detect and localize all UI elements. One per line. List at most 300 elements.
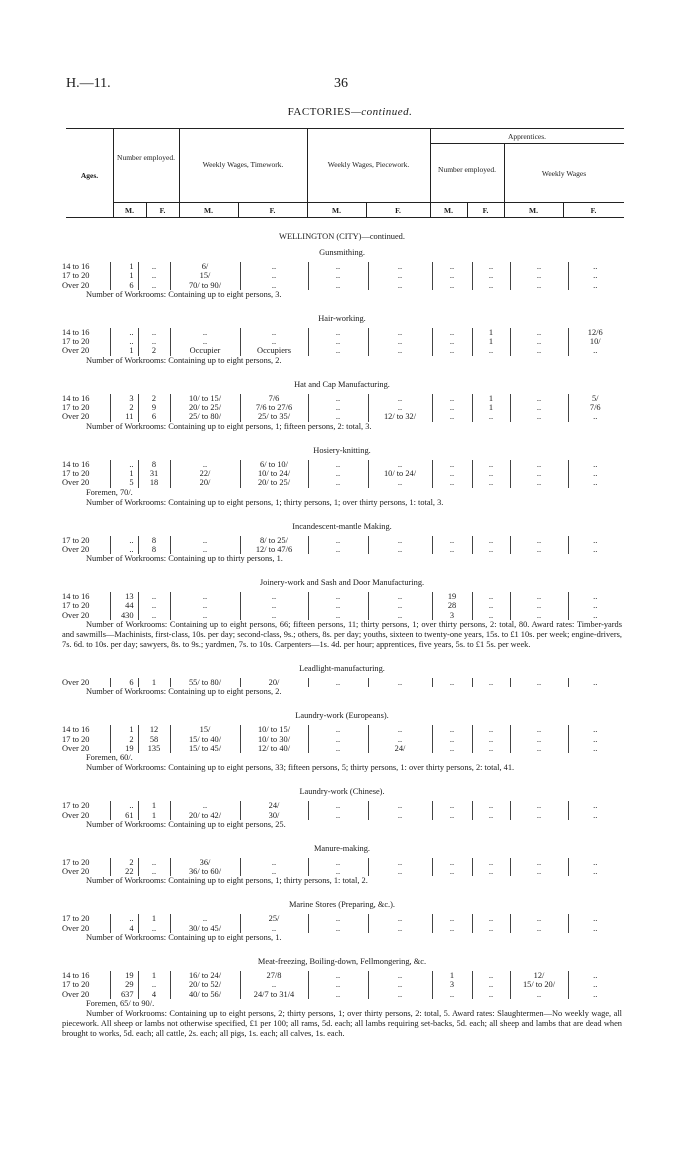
value-cell: 25/ — [240, 914, 308, 923]
value-cell: .. — [308, 924, 368, 933]
value-cell: .. — [308, 412, 368, 421]
table-row — [62, 611, 622, 620]
value-cell: .. — [240, 271, 308, 280]
value-cell: .. — [308, 536, 368, 545]
value-cell: 5/ — [568, 394, 622, 403]
value-cell: 18 — [138, 478, 170, 487]
value-cell: .. — [368, 980, 432, 989]
value-cell: 61 — [110, 811, 138, 820]
value-cell: .. — [308, 980, 368, 989]
table-row — [62, 744, 622, 753]
value-cell: .. — [308, 735, 368, 744]
value-cell: 1 — [138, 801, 170, 810]
age-cell: 14 to 16 — [62, 459, 90, 469]
section-note: Number of Workrooms: Containing up to eight persons, 2. — [86, 687, 282, 697]
value-cell: 20/ to 25/ — [170, 403, 240, 412]
value-cell: 3 — [432, 980, 472, 989]
value-cell: .. — [308, 478, 368, 487]
value-cell: .. — [472, 478, 510, 487]
section-title: Hosiery-knitting. — [313, 445, 371, 455]
value-cell: 12 — [138, 725, 170, 734]
value-cell: .. — [308, 744, 368, 753]
section-paragraph: Number of Workrooms: Containing up to eight persons, 66; fifteen persons, 11; thirty persons, 1; over thirty persons, 2: total, 80. Award rates: Timber-yards and sawmills—Machinists, first-class, 10s. per day; second-class, 9s.; others, 8s. per day; youths, sixteen to twenty-one years, 15s. to £1 10s. per week; engine-drivers, 7s. 6d. to 10s. per day; sawyers, 8s. to 9s.; yardmen, 7s. to 10s. Carpenters—1s. 4d. per hour; apprentices, five years, 5s. to £1 5s. per week. — [62, 620, 622, 650]
value-cell: .. — [368, 337, 432, 346]
value-cell: .. — [308, 611, 368, 620]
value-cell: 44 — [110, 601, 138, 610]
age-cell: 17 to 20 — [62, 535, 90, 545]
value-cell: .. — [368, 271, 432, 280]
value-cell: .. — [510, 801, 568, 810]
value-cell: .. — [138, 271, 170, 280]
value-cell: .. — [472, 412, 510, 421]
section-table — [62, 592, 622, 620]
value-cell: .. — [510, 469, 568, 478]
value-cell: 1 — [472, 328, 510, 337]
value-cell: .. — [472, 858, 510, 867]
value-cell: .. — [432, 725, 472, 734]
value-cell: .. — [510, 412, 568, 421]
value-cell: .. — [472, 469, 510, 478]
value-cell: .. — [432, 678, 472, 687]
table-row — [62, 592, 622, 601]
value-cell: 29 — [110, 980, 138, 989]
value-cell: 6/ — [170, 262, 240, 271]
value-cell: 11 — [110, 412, 138, 421]
value-cell: .. — [170, 328, 240, 337]
value-cell: 1 — [110, 271, 138, 280]
value-cell: .. — [432, 735, 472, 744]
value-cell: .. — [368, 460, 432, 469]
value-cell: .. — [510, 811, 568, 820]
value-cell: .. — [510, 394, 568, 403]
value-cell: .. — [568, 811, 622, 820]
value-cell: 30/ to 45/ — [170, 924, 240, 933]
value-cell: 6/ to 10/ — [240, 460, 308, 469]
value-cell: .. — [472, 990, 510, 999]
value-cell: .. — [138, 858, 170, 867]
value-cell: .. — [472, 536, 510, 545]
value-cell: .. — [170, 545, 240, 554]
age-cell: 14 to 16 — [62, 971, 90, 981]
value-cell: 20/ to 25/ — [240, 478, 308, 487]
value-cell: .. — [308, 337, 368, 346]
section-title: Hat and Cap Manufacturing. — [294, 379, 390, 389]
age-cell: 17 to 20 — [62, 914, 90, 924]
age-cell: Over 20 — [62, 867, 90, 877]
value-cell: .. — [110, 337, 138, 346]
value-cell: .. — [510, 914, 568, 923]
header-m: M. — [125, 206, 134, 215]
value-cell: .. — [138, 867, 170, 876]
value-cell: .. — [472, 811, 510, 820]
value-cell: 12/ to 32/ — [368, 412, 432, 421]
value-cell: .. — [432, 394, 472, 403]
value-cell: .. — [308, 271, 368, 280]
running-title-main: FACTORIES — [287, 106, 351, 118]
age-cell: 14 to 16 — [62, 725, 90, 735]
value-cell: 430 — [110, 611, 138, 620]
table-row — [62, 678, 622, 687]
value-cell: 7/6 to 27/6 — [240, 403, 308, 412]
value-cell: .. — [510, 281, 568, 290]
section-title: Laundry-work (Europeans). — [295, 711, 389, 721]
section-paragraph: Number of Workrooms: Containing up to eight persons, 2; thirty persons, 1; over thirty persons, 2: total, 5. Award rates: Slaughtermen—No weekly wage, all piecework. All sheep or lambs not otherwise specified, £1 per 100; all rams, 5d. each; all lambs requiring set-backs, 5d. each; all sheep and lambs that are dead when brought to works, 5d. each; all cattle, 2s. each; all pigs, 1s. each; all calves, 1s. each. — [62, 1008, 622, 1038]
value-cell: .. — [568, 592, 622, 601]
value-cell: 22/ — [170, 469, 240, 478]
sections — [62, 248, 622, 1047]
header-f: F. — [159, 206, 166, 215]
value-cell: .. — [432, 346, 472, 355]
value-cell: 10/ — [568, 337, 622, 346]
value-cell: .. — [568, 735, 622, 744]
value-cell: 10/ to 15/ — [170, 394, 240, 403]
section-table — [62, 262, 622, 290]
value-cell: .. — [472, 460, 510, 469]
value-cell: 25/ to 35/ — [240, 412, 308, 421]
value-cell: .. — [432, 990, 472, 999]
value-cell: .. — [568, 412, 622, 421]
value-cell: 40/ to 56/ — [170, 990, 240, 999]
age-cell: 17 to 20 — [62, 468, 90, 478]
value-cell: .. — [432, 271, 472, 280]
age-cell: 17 to 20 — [62, 601, 90, 611]
header-appr-weekly-wages: Weekly Wages — [541, 169, 587, 178]
section-table — [62, 801, 622, 820]
value-cell: 1 — [110, 725, 138, 734]
value-cell: 19 — [110, 744, 138, 753]
table-row — [62, 545, 622, 554]
age-cell: 17 to 20 — [62, 801, 90, 811]
value-cell: .. — [368, 971, 432, 980]
value-cell: .. — [472, 545, 510, 554]
value-cell: .. — [308, 725, 368, 734]
value-cell: .. — [568, 601, 622, 610]
value-cell: .. — [568, 262, 622, 271]
value-cell: 4 — [110, 924, 138, 933]
value-cell: .. — [308, 328, 368, 337]
value-cell: .. — [240, 980, 308, 989]
section-table — [62, 678, 622, 687]
value-cell: 19 — [432, 592, 472, 601]
value-cell: 24/7 to 31/4 — [240, 990, 308, 999]
value-cell: 2 — [138, 394, 170, 403]
section-title: Incandescent-mantle Making. — [292, 521, 392, 531]
section-table — [62, 460, 622, 488]
value-cell: .. — [368, 478, 432, 487]
value-cell: 2 — [110, 403, 138, 412]
value-cell: .. — [510, 601, 568, 610]
value-cell: .. — [138, 611, 170, 620]
section-title: Laundry-work (Chinese). — [299, 787, 385, 797]
table-row — [62, 469, 622, 478]
age-cell: 14 to 16 — [62, 262, 90, 271]
value-cell: 6 — [110, 678, 138, 687]
value-cell: 135 — [138, 744, 170, 753]
table-row — [62, 328, 622, 337]
value-cell: .. — [432, 262, 472, 271]
value-cell: .. — [110, 914, 138, 923]
value-cell: .. — [170, 801, 240, 810]
value-cell: 15/ — [170, 725, 240, 734]
value-cell: .. — [472, 281, 510, 290]
value-cell: 30/ — [240, 811, 308, 820]
value-cell: .. — [432, 478, 472, 487]
value-cell: .. — [308, 971, 368, 980]
value-cell: .. — [308, 281, 368, 290]
value-cell: .. — [568, 469, 622, 478]
value-cell: .. — [368, 990, 432, 999]
value-cell: .. — [368, 536, 432, 545]
age-cell: Over 20 — [62, 280, 90, 290]
section-note: Number of Workrooms: Containing up to eight persons, 1; fifteen persons, 2: total, 3. — [86, 421, 372, 431]
value-cell: 6 — [110, 281, 138, 290]
value-cell: .. — [170, 592, 240, 601]
value-cell: .. — [510, 744, 568, 753]
table-row — [62, 337, 622, 346]
value-cell: .. — [510, 858, 568, 867]
table-row — [62, 867, 622, 876]
value-cell: .. — [568, 281, 622, 290]
value-cell: .. — [138, 281, 170, 290]
header-m: M. — [204, 206, 213, 215]
value-cell: .. — [510, 990, 568, 999]
value-cell: .. — [432, 858, 472, 867]
value-cell: .. — [510, 867, 568, 876]
value-cell: 3 — [432, 611, 472, 620]
value-cell: .. — [368, 545, 432, 554]
value-cell: 1 — [472, 394, 510, 403]
value-cell: .. — [368, 735, 432, 744]
section-note: Foremen, 70/. — [86, 487, 133, 497]
value-cell: 10/ to 30/ — [240, 735, 308, 744]
age-cell: Over 20 — [62, 743, 90, 753]
value-cell: .. — [568, 801, 622, 810]
value-cell: 1 — [432, 971, 472, 980]
section-title: Manure-making. — [313, 843, 371, 853]
value-cell: .. — [472, 735, 510, 744]
value-cell: .. — [568, 271, 622, 280]
value-cell: .. — [308, 394, 368, 403]
value-cell: .. — [308, 858, 368, 867]
value-cell: .. — [110, 328, 138, 337]
value-cell: .. — [568, 725, 622, 734]
age-cell: Over 20 — [62, 478, 90, 488]
value-cell: Occupier — [170, 346, 240, 355]
value-cell: .. — [472, 678, 510, 687]
value-cell: .. — [472, 924, 510, 933]
value-cell: .. — [472, 262, 510, 271]
table-row — [62, 725, 622, 734]
age-cell: 17 to 20 — [62, 734, 90, 744]
running-title — [0, 106, 700, 118]
section-table — [62, 394, 622, 422]
table-row — [62, 971, 622, 980]
value-cell: .. — [368, 924, 432, 933]
value-cell: .. — [368, 346, 432, 355]
header-f: F. — [395, 206, 401, 215]
value-cell: .. — [368, 801, 432, 810]
section-title: Leadlight-manufacturing. — [299, 664, 385, 674]
running-title-suffix: —continued. — [350, 106, 413, 118]
value-cell: .. — [568, 924, 622, 933]
value-cell: 20/ to 52/ — [170, 980, 240, 989]
value-cell: 55/ to 80/ — [170, 678, 240, 687]
value-cell: 12/6 — [568, 328, 622, 337]
value-cell: 1 — [472, 403, 510, 412]
age-cell: Over 20 — [62, 810, 90, 820]
value-cell: .. — [568, 990, 622, 999]
value-cell: .. — [240, 867, 308, 876]
value-cell: 10/ to 24/ — [240, 469, 308, 478]
value-cell: .. — [510, 611, 568, 620]
value-cell: .. — [170, 601, 240, 610]
value-cell: 8 — [138, 536, 170, 545]
section-table — [62, 536, 622, 555]
value-cell: .. — [110, 801, 138, 810]
table-row — [62, 914, 622, 923]
value-cell: 27/8 — [240, 971, 308, 980]
table-row — [62, 478, 622, 487]
age-cell: Over 20 — [62, 989, 90, 999]
value-cell: 24/ — [368, 744, 432, 753]
age-cell: 17 to 20 — [62, 403, 90, 413]
table-row — [62, 412, 622, 421]
value-cell: .. — [568, 971, 622, 980]
value-cell: .. — [472, 867, 510, 876]
value-cell: .. — [510, 460, 568, 469]
value-cell: .. — [432, 328, 472, 337]
age-cell: Over 20 — [62, 346, 90, 356]
value-cell: 2 — [138, 346, 170, 355]
section-title: Hair-working. — [318, 313, 366, 323]
column-header — [66, 128, 624, 218]
value-cell: 1 — [110, 262, 138, 271]
value-cell: 12/ to 47/6 — [240, 545, 308, 554]
value-cell: 1 — [138, 914, 170, 923]
value-cell: .. — [368, 867, 432, 876]
value-cell: .. — [368, 811, 432, 820]
value-cell: .. — [368, 262, 432, 271]
value-cell: .. — [568, 536, 622, 545]
value-cell: .. — [368, 592, 432, 601]
value-cell: 19 — [110, 971, 138, 980]
table-row — [62, 735, 622, 744]
value-cell: .. — [510, 337, 568, 346]
value-cell: 2 — [110, 858, 138, 867]
value-cell: .. — [568, 678, 622, 687]
age-cell: Over 20 — [62, 923, 90, 933]
value-cell: .. — [308, 914, 368, 923]
value-cell: .. — [472, 601, 510, 610]
value-cell: 5 — [110, 478, 138, 487]
value-cell: .. — [368, 725, 432, 734]
value-cell: .. — [308, 545, 368, 554]
value-cell: .. — [472, 592, 510, 601]
table-row — [62, 346, 622, 355]
value-cell: 10/ to 15/ — [240, 725, 308, 734]
value-cell: 25/ to 80/ — [170, 412, 240, 421]
value-cell: .. — [240, 337, 308, 346]
value-cell: 15/ to 40/ — [170, 735, 240, 744]
value-cell: .. — [170, 914, 240, 923]
table-row — [62, 811, 622, 820]
value-cell: .. — [368, 858, 432, 867]
table-row — [62, 924, 622, 933]
content — [62, 228, 622, 1047]
value-cell: 8 — [138, 460, 170, 469]
value-cell: .. — [510, 725, 568, 734]
age-cell: 17 to 20 — [62, 980, 90, 990]
section-title: Meat-freezing, Boiling-down, Fellmongering, &c. — [257, 957, 427, 967]
value-cell: .. — [240, 592, 308, 601]
value-cell: .. — [472, 914, 510, 923]
value-cell: .. — [240, 601, 308, 610]
table-row — [62, 990, 622, 999]
value-cell: .. — [510, 478, 568, 487]
section-note: Number of Workrooms: Containing up to thirty persons, 1. — [86, 554, 283, 564]
value-cell: 13 — [110, 592, 138, 601]
section-note: Number of Workrooms: Containing up to eight persons, 1; thirty persons, 1: total, 2. — [86, 876, 368, 886]
section-table — [62, 328, 622, 356]
value-cell: .. — [568, 914, 622, 923]
value-cell: .. — [240, 924, 308, 933]
table-row — [62, 394, 622, 403]
value-cell: .. — [138, 980, 170, 989]
value-cell: 4 — [138, 990, 170, 999]
value-cell: 12/ — [510, 971, 568, 980]
age-cell: 17 to 20 — [62, 337, 90, 347]
value-cell: .. — [568, 478, 622, 487]
value-cell: .. — [432, 337, 472, 346]
value-cell: .. — [432, 469, 472, 478]
value-cell: .. — [510, 924, 568, 933]
value-cell: 1 — [138, 971, 170, 980]
value-cell: .. — [432, 412, 472, 421]
header-ages: Ages. — [80, 171, 99, 180]
value-cell: .. — [568, 980, 622, 989]
value-cell: .. — [510, 403, 568, 412]
header-apprentices: Apprentices. — [507, 132, 547, 141]
value-cell: .. — [138, 924, 170, 933]
value-cell: .. — [432, 811, 472, 820]
value-cell: .. — [472, 980, 510, 989]
value-cell: 20/ — [240, 678, 308, 687]
value-cell: .. — [308, 678, 368, 687]
value-cell: .. — [472, 346, 510, 355]
value-cell: .. — [110, 460, 138, 469]
value-cell: .. — [432, 744, 472, 753]
value-cell: .. — [510, 592, 568, 601]
value-cell: .. — [432, 536, 472, 545]
value-cell: .. — [308, 867, 368, 876]
value-cell: 10/ to 24/ — [368, 469, 432, 478]
table-row — [62, 980, 622, 989]
section-table — [62, 914, 622, 933]
section-note: Number of Workrooms: Containing up to eight persons, 2. — [86, 355, 282, 365]
header-number-employed: Number employed. — [117, 153, 175, 162]
value-cell: 31 — [138, 469, 170, 478]
value-cell: 20/ — [170, 478, 240, 487]
value-cell: 36/ to 60/ — [170, 867, 240, 876]
value-cell: 15/ to 20/ — [510, 980, 568, 989]
age-cell: 14 to 16 — [62, 592, 90, 602]
value-cell: 8 — [138, 545, 170, 554]
value-cell: .. — [308, 592, 368, 601]
value-cell: .. — [510, 271, 568, 280]
value-cell: 24/ — [240, 801, 308, 810]
city-heading: WELLINGTON (CITY)—continued. — [279, 232, 405, 241]
age-cell: 17 to 20 — [62, 857, 90, 867]
